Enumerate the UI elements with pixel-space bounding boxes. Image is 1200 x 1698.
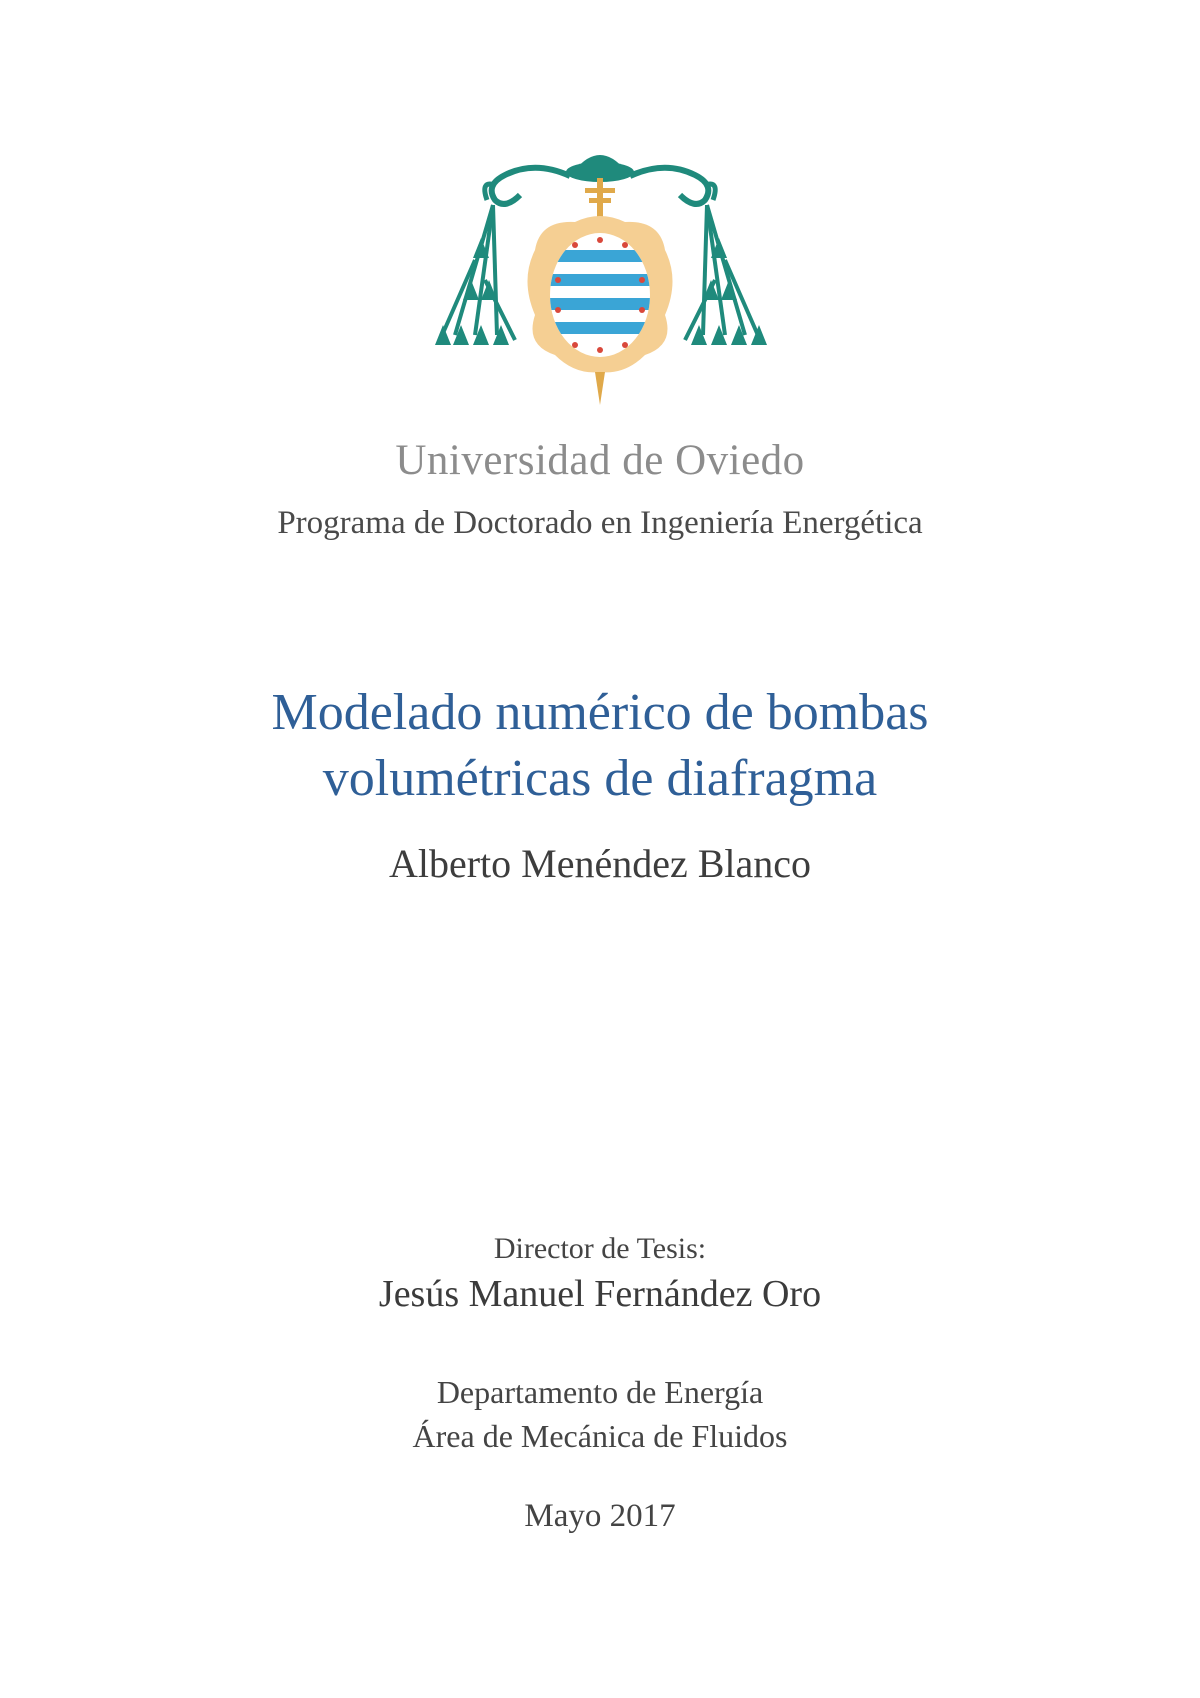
- doctoral-program: Programa de Doctorado en Ingeniería Energética: [277, 505, 923, 541]
- department-block: [0, 1370, 1200, 1458]
- thesis-title: [0, 680, 1200, 812]
- university-name: Universidad de Oviedo: [395, 437, 805, 484]
- university-coat-of-arms-icon: [425, 140, 775, 410]
- director-label: Director de Tesis:: [493, 1232, 707, 1265]
- thesis-title-line-1: Modelado numérico de bombas: [271, 684, 929, 741]
- director-name: Jesús Manuel Fernández Oro: [378, 1273, 822, 1315]
- department-area: Área de Mecánica de Fluidos: [412, 1418, 788, 1454]
- author-name: Alberto Menéndez Blanco: [388, 841, 812, 886]
- department-name: Departamento de Energía: [436, 1374, 764, 1410]
- thesis-title-line-2: volumétricas de diafragma: [322, 750, 878, 807]
- publication-date: Mayo 2017: [524, 1498, 676, 1534]
